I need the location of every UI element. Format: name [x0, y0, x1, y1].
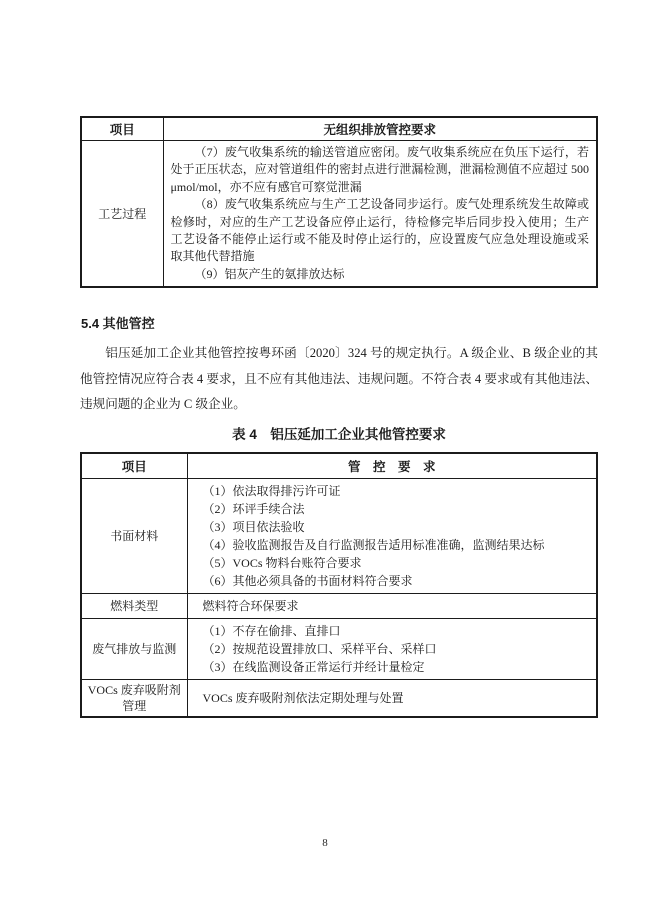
other-control-table — [80, 452, 598, 718]
table2-header-requirements: 管 控 要 求 — [187, 453, 597, 478]
table2-row3-requirements — [187, 679, 597, 717]
table2-row0-item: 书面材料 — [81, 478, 187, 593]
table-row — [81, 679, 597, 717]
table2-header-row — [81, 453, 597, 478]
table-row — [81, 478, 597, 593]
table2-row3-item: VOCs 废弃吸附剂管理 — [81, 679, 187, 717]
table-row — [81, 141, 597, 288]
page-number: 8 — [322, 837, 328, 849]
requirement-line: （2）按规范设置排放口、采样平台、采样口 — [202, 641, 437, 656]
table-row — [81, 618, 597, 679]
table-row — [81, 593, 597, 618]
requirement-line: （1）不存在偷排、直排口 — [202, 623, 341, 638]
table2-header-item: 项目 — [81, 453, 187, 478]
requirement-item-9: （9）铝灰产生的氨排放达标 — [194, 266, 345, 281]
section-paragraph: 铝压延加工企业其他管控按粤环函〔2020〕324 号的规定执行。A 级企业、B 级企业的其他管控情况应符合表 4 要求，且不应有其他违法、违规问题。不符合表 4 要求或有其他违法、违规问题的企业为 C 级企业。 — [80, 346, 598, 412]
table2-row0-requirements — [187, 478, 597, 593]
page-content — [80, 0, 598, 718]
requirement-line: （2）环评手续合法 — [202, 501, 305, 516]
requirement-line: （4）验收监测报告及自行监测报告适用标准准确，监测结果达标 — [202, 537, 545, 552]
table2-row2-item: 废气排放与监测 — [81, 618, 187, 679]
requirement-item-8: （8）废气收集系统应与生产工艺设备同步运行。废气处理系统发生故障或检修时，对应的生产工艺设备应停止运行，待检修完毕后同步投入使用；生产工艺设备不能停止运行或不能及时停止运行的，应设置废气应急处理设施或采取其他代替措施 — [170, 197, 589, 264]
table2-row1-item: 燃料类型 — [81, 593, 187, 618]
requirement-line: （6）其他必须具备的书面材料符合要求 — [202, 573, 413, 588]
requirement-line: 燃料符合环保要求 — [202, 598, 299, 613]
table1-row0-requirements — [163, 141, 597, 288]
table1-header-requirements: 无组织排放管控要求 — [163, 117, 597, 141]
table2-row2-requirements — [187, 618, 597, 679]
section-heading: 5.4 其他管控 — [81, 316, 155, 332]
requirement-line: （3）项目依法验收 — [202, 519, 305, 534]
unorganized-emission-control-table — [80, 116, 598, 288]
requirement-line: （5）VOCs 物料台账符合要求 — [202, 555, 362, 570]
requirement-line: （3）在线监测设备正常运行并经计量检定 — [202, 659, 425, 674]
requirement-line: VOCs 废弃吸附剂依法定期处理与处置 — [202, 690, 404, 705]
table1-row0-item: 工艺过程 — [81, 141, 163, 288]
table2-row1-requirements — [187, 593, 597, 618]
table1-header-item: 项目 — [81, 117, 163, 141]
table1-header-row — [81, 117, 597, 141]
table4-caption: 表 4 铝压延加工企业其他管控要求 — [232, 427, 446, 443]
requirement-line: （1）依法取得排污许可证 — [202, 483, 341, 498]
requirement-item-7: （7）废气收集系统的输送管道应密闭。废气收集系统应在负压下运行，若处于正压状态，应对管道组件的密封点进行泄漏检测，泄漏检测值不应超过 500 μmol/mol，亦不应有感官可察觉泄漏 — [170, 145, 589, 194]
